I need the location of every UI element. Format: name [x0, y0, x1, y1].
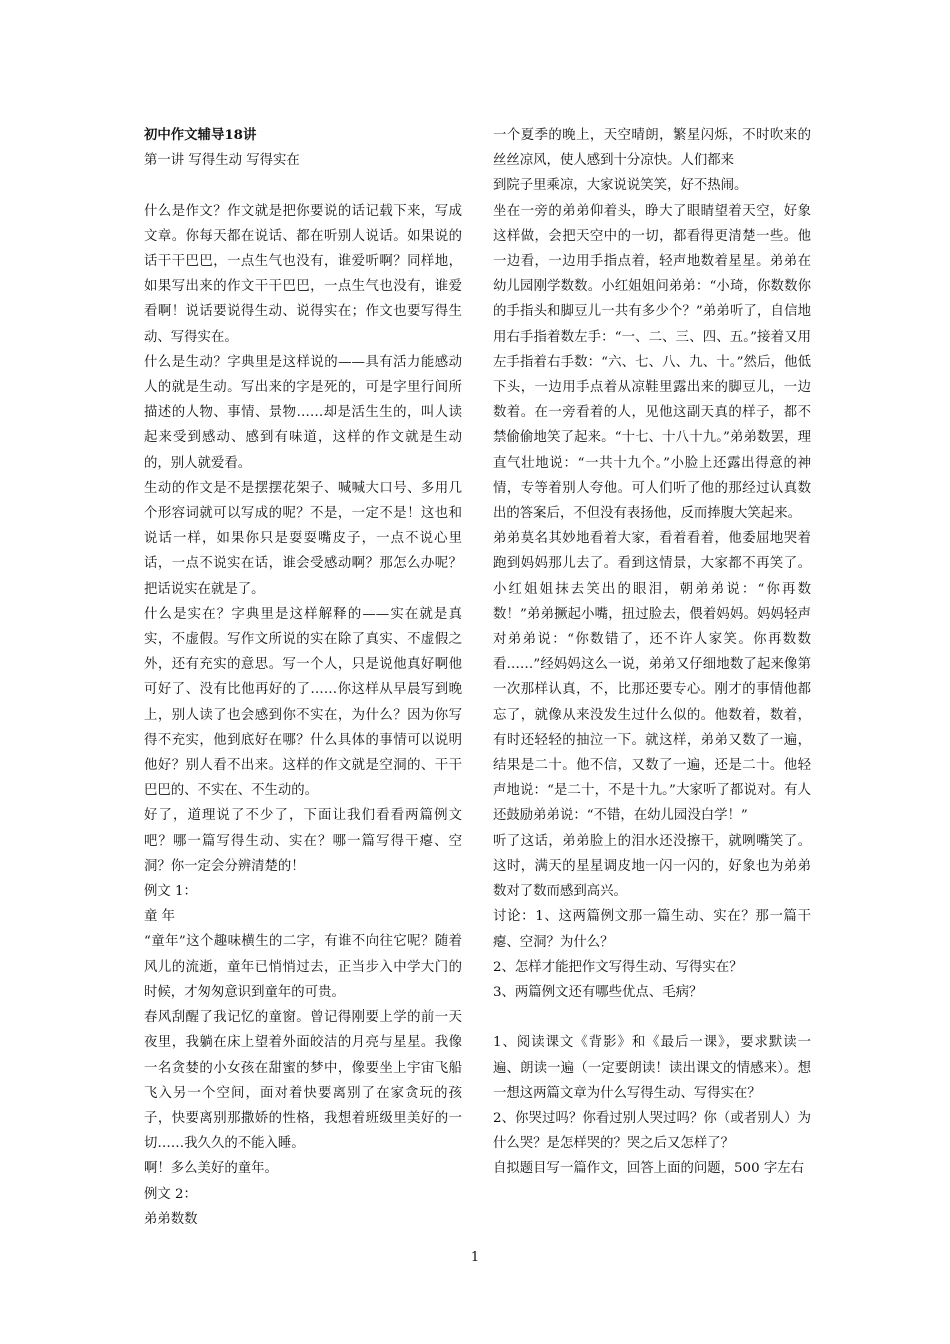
lecture-heading: 第一讲 写得生动 写得实在	[144, 153, 300, 169]
assignment-item: 自拟题目写一篇作文，回答上面的问题，500 字左右	[493, 1161, 805, 1177]
paragraph: “童年”这个趣味横生的二字，有谁不向往它呢？随着风儿的流逝，童年已悄悄过去，正当步入中学大门的时候，才匆匆意识到童年的可贵。	[144, 934, 462, 1000]
left-column	[144, 123, 462, 1232]
paragraph: 好了，道理说了不少了，下面让我们看看两篇例文吧？哪一篇写得生动、实在？哪一篇写得干瘪、空洞？你一定会分辨清楚的！	[144, 808, 462, 874]
right-column	[493, 123, 811, 1182]
discussion-question: 3、两篇例文还有哪些优点、毛病？	[493, 984, 703, 1000]
paragraph: 什么是作文？作文就是把你要说的话记载下来，写成文章。你每天都在说话、都在听别人说话。如果说的话干干巴巴，一点生气也没有，谁爱听啊？同样地，如果写出来的作文干干巴巴，一点生气也没有，谁爱看啊！说话要说得生动、说得实在；作文也要写得生动、写得实在。	[144, 203, 462, 345]
assignment-item: 2、你哭过吗？你看过别人哭过吗？你（或者别人）为什么哭？是怎样哭的？哭之后又怎样了？	[493, 1110, 811, 1152]
paragraph: 啊！多么美好的童年。	[144, 1161, 278, 1177]
discussion-question: 2、怎样才能把作文写得生动、写得实在？	[493, 959, 743, 975]
page-number: 1	[470, 1250, 480, 1265]
example-label: 例文 1：	[144, 884, 197, 900]
discussion-question: 讨论：1、这两篇例文那一篇生动、实在？那一篇干瘪、空洞？为什么？	[493, 909, 811, 950]
paragraph: 到院子里乘凉，大家说说笑笑，好不热闹。	[493, 178, 748, 194]
document-title: 初中作文辅导18讲	[144, 127, 257, 143]
paragraph: 一个夏季的晚上，天空晴朗，繁星闪烁，不时吹来的丝丝凉风，使人感到十分凉快。人们都来	[493, 128, 811, 169]
paragraph: 什么是实在？字典里是这样解释的——实在就是真实，不虚假。写作文所说的实在除了真实、不虚假之外，还有充实的意思。写一个人，只是说他真好啊他可好了、没有比他再好的了……你这样从早晨写到晚上，别人读了也会感到你不实在，为什么？因为你写得不充实，他到底好在哪？什么具体的事情可以说明他好？别人看不出来。这样的作文就是空洞的、干干巴巴的、不实在、不生动的。	[144, 606, 462, 799]
paragraph: 听了这话，弟弟脸上的泪水还没擦干，就咧嘴笑了。这时，满天的星星调皮地一闪一闪的，好象也为弟弟数对了数而感到高兴。	[493, 833, 811, 900]
paragraph: 生动的作文是不是摆摆花架子、喊喊大口号、多用几个形容词就可以写成的呢？不是，一定不是！这也和说话一样，如果你只是耍耍嘴皮子，一点不说心里话，一点不说实在话，谁会受感动啊？那怎么办呢？把话说实在就是了。	[144, 480, 462, 597]
paragraph: 坐在一旁的弟弟仰着头，睁大了眼睛望着天空，好象这样做，会把天空中的一切，都看得更清楚一些。他一边看，一边用手指点着，轻声地数着星星。弟弟在幼儿园刚学数数。小红姐姐问弟弟：“小琦，你数数你的手指头和脚豆儿一共有多少个？”弟弟听了，自信地用右手指着数左手：“一、二、三、四、五。”接着又用左手指着右手数：“六、七、八、九、十。”然后，他低下头，一边用手点着从凉鞋里露出来的脚豆儿，一边数着。在一旁看着的人，见他这副天真的样子，都不禁偷偷地笑了起来。“十七、十八十九。”弟弟数罢，理直气壮地说：“一共十九个。”小脸上还露出得意的神情，专等着别人夸他。可人们听了他的那经过认真数出的答案后，不但没有表扬他，反而捧腹大笑起来。	[493, 203, 811, 522]
example-title: 弟弟数数	[144, 1211, 198, 1227]
assignment-item: 1、阅读课文《背影》和《最后一课》，要求默读一遍、朗读一遍（一定要朗读！读出课文的情感来）。想一想这两篇文章为什么写得生动、写得实在？	[493, 1035, 811, 1101]
paragraph: 春风刮醒了我记忆的童窗。曾记得刚要上学的前一天夜里，我躺在床上望着外面皎洁的月亮与星星。我像一名贪婪的小女孩在甜蜜的梦中，像要坐上宇宙飞船飞入另一个空间，面对着快要离别了在家贪玩的孩子，快要离别那撒娇的性格，我想着班级里美好的一切……我久久的不能入睡。	[144, 1010, 462, 1152]
paragraph: 弟弟莫名其妙地看着大家，看着看着，他委屈地哭着跑到妈妈那儿去了。看到这情景，大家都不再笑了。小红姐姐抹去笑出的眼泪，朝弟弟说：“你再数数！”弟弟撅起小嘴，扭过脸去，偎着妈妈。妈妈轻声对弟弟说：“你数错了，还不许人家笑。你再数数看……”经妈妈这么一说，弟弟又仔细地数了起来像第一次那样认真，不，比那还要专心。刚才的事情他都忘了，就像从来没发生过什么似的。他数着，数着，有时还轻轻的抽泣一下。就这样，弟弟又数了一遍，结果是二十。他不信，又数了一遍，还是二十。他轻声地说：“是二十，不是十九。”大家听了都说对。有人还鼓励弟弟说：“不错，在幼儿园没白学！”	[493, 531, 811, 824]
blank-line	[144, 173, 462, 198]
example-label: 例文 2：	[144, 1186, 197, 1202]
paragraph: 什么是生动？字典里是这样说的——具有活力能感动人的就是生动。写出来的字是死的，可是字里行间所描述的人物、事情、景物……却是活生生的，叫人读起来受到感动、感到有味道，这样的作文就是生动的，别人就爱看。	[144, 354, 462, 471]
blank-line	[493, 1005, 811, 1030]
example-title: 童 年	[144, 909, 176, 925]
